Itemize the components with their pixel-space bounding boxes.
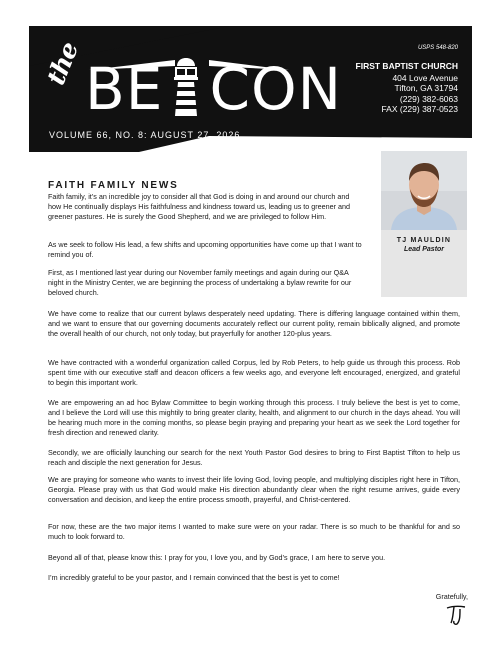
title-letter: O [250,55,298,123]
title-letter: N [297,55,342,123]
article-paragraph: Faith family, it’s an incredible joy to consider all that God is doing in and around our church and how He continually displays His faithfulness and kindness toward us, leading us to greener and greener pastures. He is surely the Good Shepherd, and we are privileged to follow Him. [48,192,351,221]
volume-line: VOLUME 66, NO. 8: AUGUST 27, 2026 [49,130,241,140]
title-letter: C [209,55,251,123]
section-title: FAITH FAMILY NEWS [48,180,179,191]
masthead [29,26,472,152]
pastor-name: TJ MAULDIN [396,237,452,244]
article-paragraph: First, as I mentioned last year during our November family meetings and again during our Q&A night in the Ministry Center, we are beginning the process of undertaking a bylaw rewrite for our beloved church. [48,268,352,297]
closing-line: Gratefully, [435,592,468,601]
church-phone: (229) 382-6063 [399,93,458,104]
pastor-portrait [381,151,467,230]
masthead-title [85,55,342,123]
masthead-the-word: the [41,38,84,89]
lighthouse-icon [166,56,206,118]
article-paragraph: As we seek to follow His lead, a few shifts and upcoming opportunities have come up that I want to remind you of. [48,240,362,259]
pastor-role: Lead Pastor [403,246,445,253]
article-paragraph: Beyond all of that, please know this: I pray for you, I love you, and by God’s grace, I am here to serve you. [48,553,386,562]
article-paragraph: I’m incredibly grateful to be your pastor, and I remain convinced that the best is yet to come! [48,573,340,582]
article-paragraph: We have come to realize that our current bylaws desperately need updating. There is differing language contained within them, and we want to ensure that our governing documents accurately reflect our current polity, remain biblically aligned, and promote the overall health of our church, not only today, but prayerfully for another 120-plus years. [48,309,460,338]
church-fax: FAX (229) 387-0523 [381,104,458,114]
article-paragraph: Secondly, we are officially launching our search for the next Youth Pastor God desires to bring to First Baptist Tifton to help us reach and disciple the next generation for Jesus. [48,448,460,467]
article-paragraph: We have contracted with a wonderful organization called Corpus, led by Rob Peters, to help guide us through this process. Rob spent time with our executive staff and deacon officers a few weeks ago, and everyone left encouraged, energized, and grateful to begin this important work. [48,358,460,387]
church-contact-block [356,61,458,115]
title-letter: B [85,55,126,123]
usps-number: USPS 548-820 [417,45,458,51]
pastor-portrait-image [381,151,467,230]
signature [445,604,469,626]
title-letter: E [125,55,164,123]
church-name: FIRST BAPTIST CHURCH [355,61,458,71]
church-address-line1: 404 Love Avenue [392,72,458,83]
pastor-sidebar [381,151,467,297]
article-paragraph: For now, these are the two major items I wanted to make sure were on your radar. There is so much to be thankful for and so much to look forward to. [48,522,460,541]
article-paragraph: We are empowering an ad hoc Bylaw Committee to begin working through this process. I truly believe the best is yet to come, and I believe the Lord will use this mightily to bring greater clarity, health, and alignment to our church in the days ahead. You will be hearing much more in the coming months, so please begin praying and preparing your heart as we seek the Lord together for fresh direction and renewed clarity. [48,398,460,437]
article-paragraph: We are praying for someone who wants to invest their life loving God, loving people, and multiplying disciples right here in Tifton, Georgia. Please pray with us that God would make His direction abundantly clear when the right resume arrives, guide every conversation and decision, and keep the entire process smooth, prayerful, and Christ-centered. [48,475,460,504]
church-address-line2: Tifton, GA 31794 [394,83,458,93]
